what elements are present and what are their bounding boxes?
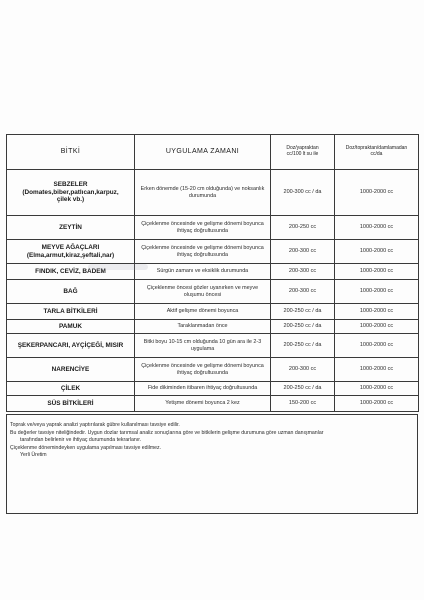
crop-name: BAĞ bbox=[63, 287, 78, 295]
table-row bbox=[7, 264, 419, 280]
cell-crop bbox=[7, 240, 135, 264]
cell-foliar-dose: 200-300 cc bbox=[271, 280, 335, 304]
cell-foliar-dose: 200-300 cc / da bbox=[271, 170, 335, 216]
cell-application-time: Aktif gelişme dönemi boyunca bbox=[135, 304, 271, 320]
cell-crop bbox=[7, 358, 135, 382]
cell-application-time: Çiçeklenme öncesi gözler uyanırken ve meyve oluşumu öncesi bbox=[135, 280, 271, 304]
crop-name: PAMUK bbox=[59, 322, 82, 330]
cell-crop bbox=[7, 280, 135, 304]
note-line-5: Yerli Üretim bbox=[20, 452, 47, 459]
cell-crop bbox=[7, 382, 135, 396]
cell-application-time: Sürgün zamanı ve eksiklik durumunda bbox=[135, 264, 271, 280]
cell-application-time: Çiçeklenme öncesinde ve gelişme dönemi boyunca ihtiyaç doğrultusunda bbox=[135, 358, 271, 382]
header-foliar-dose-line1: Doz/yapraktan bbox=[286, 145, 319, 152]
cell-foliar-dose: 200-300 cc bbox=[271, 358, 335, 382]
cell-application-time: Fide dikiminden itibaren ihtiyaç doğrultusunda bbox=[135, 382, 271, 396]
header-application-time: UYGULAMA ZAMANI bbox=[135, 135, 271, 170]
notes-box bbox=[6, 414, 418, 514]
cell-crop bbox=[7, 170, 135, 216]
cell-soil-dose: 1000-2000 cc bbox=[335, 280, 419, 304]
table-row bbox=[7, 304, 419, 320]
header-foliar-dose-line2: cc/100 lt su ile bbox=[286, 151, 319, 157]
cell-crop bbox=[7, 320, 135, 334]
cell-soil-dose: 1000-2000 cc bbox=[335, 358, 419, 382]
cell-soil-dose: 1000-2000 cc bbox=[335, 170, 419, 216]
cell-foliar-dose: 150-200 cc bbox=[271, 396, 335, 412]
header-foliar-dose bbox=[271, 135, 335, 170]
cell-soil-dose: 1000-2000 cc bbox=[335, 334, 419, 358]
note-line-2: Bu değerler tavsiye niteliğindedir. Uygun dozlar tarımsal analiz sonuçlarına göre ve bitkilerin gelişme durumuna göre uzman danışmanlar bbox=[10, 429, 324, 436]
cell-foliar-dose: 200-250 cc bbox=[271, 216, 335, 240]
cell-soil-dose: 1000-2000 cc bbox=[335, 382, 419, 396]
cell-foliar-dose: 200-250 cc / da bbox=[271, 334, 335, 358]
cell-soil-dose: 1000-2000 cc bbox=[335, 264, 419, 280]
crop-name: NARENCİYE bbox=[51, 365, 90, 373]
crop-name: SÜS BİTKİLERİ bbox=[47, 399, 94, 407]
table-row bbox=[7, 170, 419, 216]
crop-name: ÇİLEK bbox=[60, 384, 81, 392]
table-row bbox=[7, 280, 419, 304]
header-soil-dose-line2: cc/da bbox=[370, 151, 383, 157]
crop-name: MEYVE AĞAÇLARI bbox=[41, 244, 100, 252]
header-soil-dose-line1: Doz/topraktan/damlamadan bbox=[345, 145, 408, 152]
cell-application-time: Yetişme dönemi boyunca 2 kez bbox=[135, 396, 271, 412]
cell-crop bbox=[7, 304, 135, 320]
note-line-4: Çiçeklenme dönemindeyken uygulama yapılması tavsiye edilmez. bbox=[10, 444, 162, 451]
cell-soil-dose: 1000-2000 cc bbox=[335, 320, 419, 334]
crop-name: FINDIK, CEVİZ, BADEM bbox=[35, 267, 106, 275]
cell-application-time: Çiçeklenme öncesinde ve gelişme dönemi boyunca ihtiyaç doğrultusunda bbox=[135, 240, 271, 264]
header-soil-dose bbox=[335, 135, 419, 170]
table-row bbox=[7, 216, 419, 240]
table-row bbox=[7, 382, 419, 396]
table-row bbox=[7, 396, 419, 412]
cell-soil-dose: 1000-2000 cc bbox=[335, 216, 419, 240]
crop-name: TARLA BİTKİLERİ bbox=[43, 307, 98, 315]
cell-foliar-dose: 200-250 cc / da bbox=[271, 304, 335, 320]
crop-examples-cont: çilek vb.) bbox=[56, 196, 85, 204]
table-header-row bbox=[7, 135, 419, 170]
cell-soil-dose: 1000-2000 cc bbox=[335, 396, 419, 412]
cell-application-time: Çiçeklenme öncesinde ve gelişme dönemi boyunca ihtiyaç doğrultusunda bbox=[135, 216, 271, 240]
cell-crop bbox=[7, 216, 135, 240]
table-row bbox=[7, 240, 419, 264]
table-row bbox=[7, 320, 419, 334]
crop-name: ZEYTİN bbox=[59, 223, 82, 231]
cell-application-time: Bitki boyu 10-15 cm olduğunda 10 gün ara ile 2-3 uygulama bbox=[135, 334, 271, 358]
crop-examples: (Elma,armut,kiraz,şeftali,nar) bbox=[26, 251, 115, 259]
cell-foliar-dose: 200-300 cc bbox=[271, 240, 335, 264]
table-row bbox=[7, 334, 419, 358]
cell-application-time: Taraklanmadan önce bbox=[135, 320, 271, 334]
table-row bbox=[7, 358, 419, 382]
cell-soil-dose: 1000-2000 cc bbox=[335, 240, 419, 264]
crop-name: ŞEKERPANCARI, AYÇİÇEĞİ, MISIR bbox=[17, 341, 124, 349]
table-body bbox=[7, 170, 419, 412]
scan-smudge bbox=[88, 264, 148, 270]
crop-examples: (Domates,biber,patlıcan,karpuz, bbox=[22, 188, 119, 196]
note-line-3: tarafından belirlenir ve ihtiyaç durumunda tekrarlanır. bbox=[20, 437, 142, 444]
cell-application-time: Erken dönemde (15-20 cm olduğunda) ve noksanlık durumunda bbox=[135, 170, 271, 216]
cell-foliar-dose: 200-300 cc bbox=[271, 264, 335, 280]
cell-crop bbox=[7, 396, 135, 412]
cell-foliar-dose: 200-250 cc / da bbox=[271, 320, 335, 334]
dosage-table bbox=[6, 134, 419, 412]
cell-soil-dose: 1000-2000 cc bbox=[335, 304, 419, 320]
note-line-1: Toprak ve/veya yaprak analizi yaptırılarak gübre kullanılması tavsiye edilir. bbox=[10, 422, 180, 428]
header-crop: BİTKİ bbox=[7, 135, 135, 170]
crop-name: SEBZELER bbox=[53, 181, 88, 189]
cell-foliar-dose: 200-250 cc / da bbox=[271, 382, 335, 396]
cell-crop bbox=[7, 334, 135, 358]
